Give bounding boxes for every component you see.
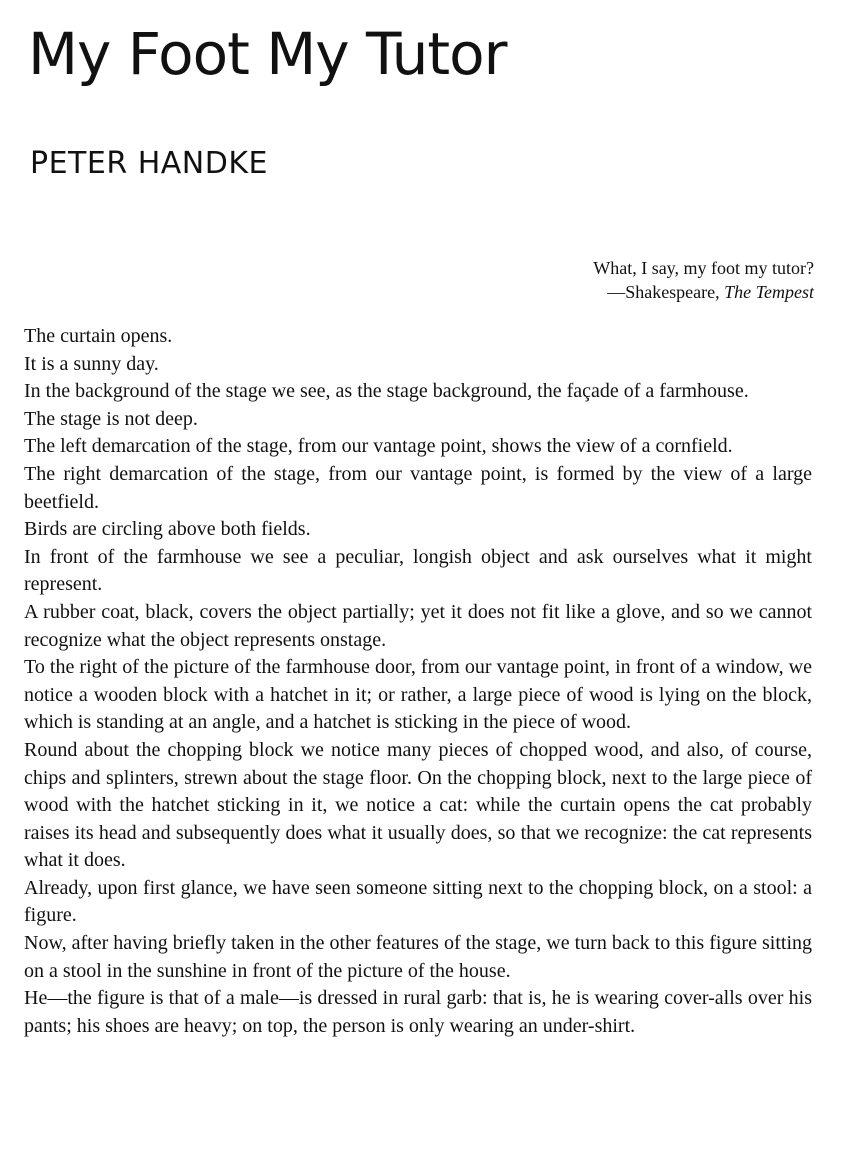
paragraph: The curtain opens. (24, 325, 173, 347)
paragraph: Already, upon first glance, we have seen someone sitting next to the chopping block, on a stool: a figure. (24, 876, 812, 927)
page-title: My Foot My Tutor (28, 20, 507, 88)
epigraph-attribution-work: The Tempest (724, 282, 814, 302)
paragraph: Now, after having briefly taken in the other features of the stage, we turn back to this figure sitting on a stool in the sunshine in front of the picture of the house. (24, 932, 812, 982)
paragraph: The stage is not deep. (24, 407, 198, 430)
body-text (24, 323, 812, 1040)
epigraph-attribution-author: —Shakespeare, (607, 282, 725, 302)
paragraph: In the background of the stage we see, as the stage background, the façade of a farmhouse. (24, 380, 749, 403)
paragraph: Round about the chopping block we notice many pieces of chopped wood, and also, of course, chips and splinters, strewn about the stage floor. On the chopping block, next to the large piece of wood with the hatchet sticking in it, we notice a cat: while the curtain opens the cat probably raises its head and subsequently does what it usually does, so that we recognize: the cat represents what it does. (24, 738, 812, 872)
epigraph-attribution (593, 280, 814, 304)
paragraph: It is a sunny day. (24, 352, 159, 375)
paragraph: In front of the farmhouse we see a peculiar, longish object and ask ourselves what it might represent. (24, 545, 812, 596)
paragraph: A rubber coat, black, covers the object partially; yet it does not fit like a glove, and so we cannot recognize what the object represents onstage. (24, 600, 812, 651)
paragraph: He—the figure is that of a male—is dressed in rural garb: that is, he is wearing cover-alls over his pants; his shoes are heavy; on top, the person is only wearing an under-shirt. (24, 987, 812, 1037)
paragraph: To the right of the picture of the farmhouse door, from our vantage point, in front of a window, we notice a wooden block with a hatchet in it; or rather, a large piece of wood is lying on the block, which is standing at an angle, and a hatchet is sticking in the piece of wood. (24, 656, 812, 734)
paragraph: The right demarcation of the stage, from our vantage point, is formed by the view of a large beetfield. (24, 462, 812, 513)
paragraph: Birds are circling above both fields. (24, 518, 311, 541)
paragraph: The left demarcation of the stage, from our vantage point, shows the view of a cornfield. (24, 435, 733, 458)
epigraph (593, 256, 814, 304)
epigraph-quote: What, I say, my foot my tutor? (593, 258, 814, 278)
author-name: PETER HANDKE (30, 146, 268, 181)
